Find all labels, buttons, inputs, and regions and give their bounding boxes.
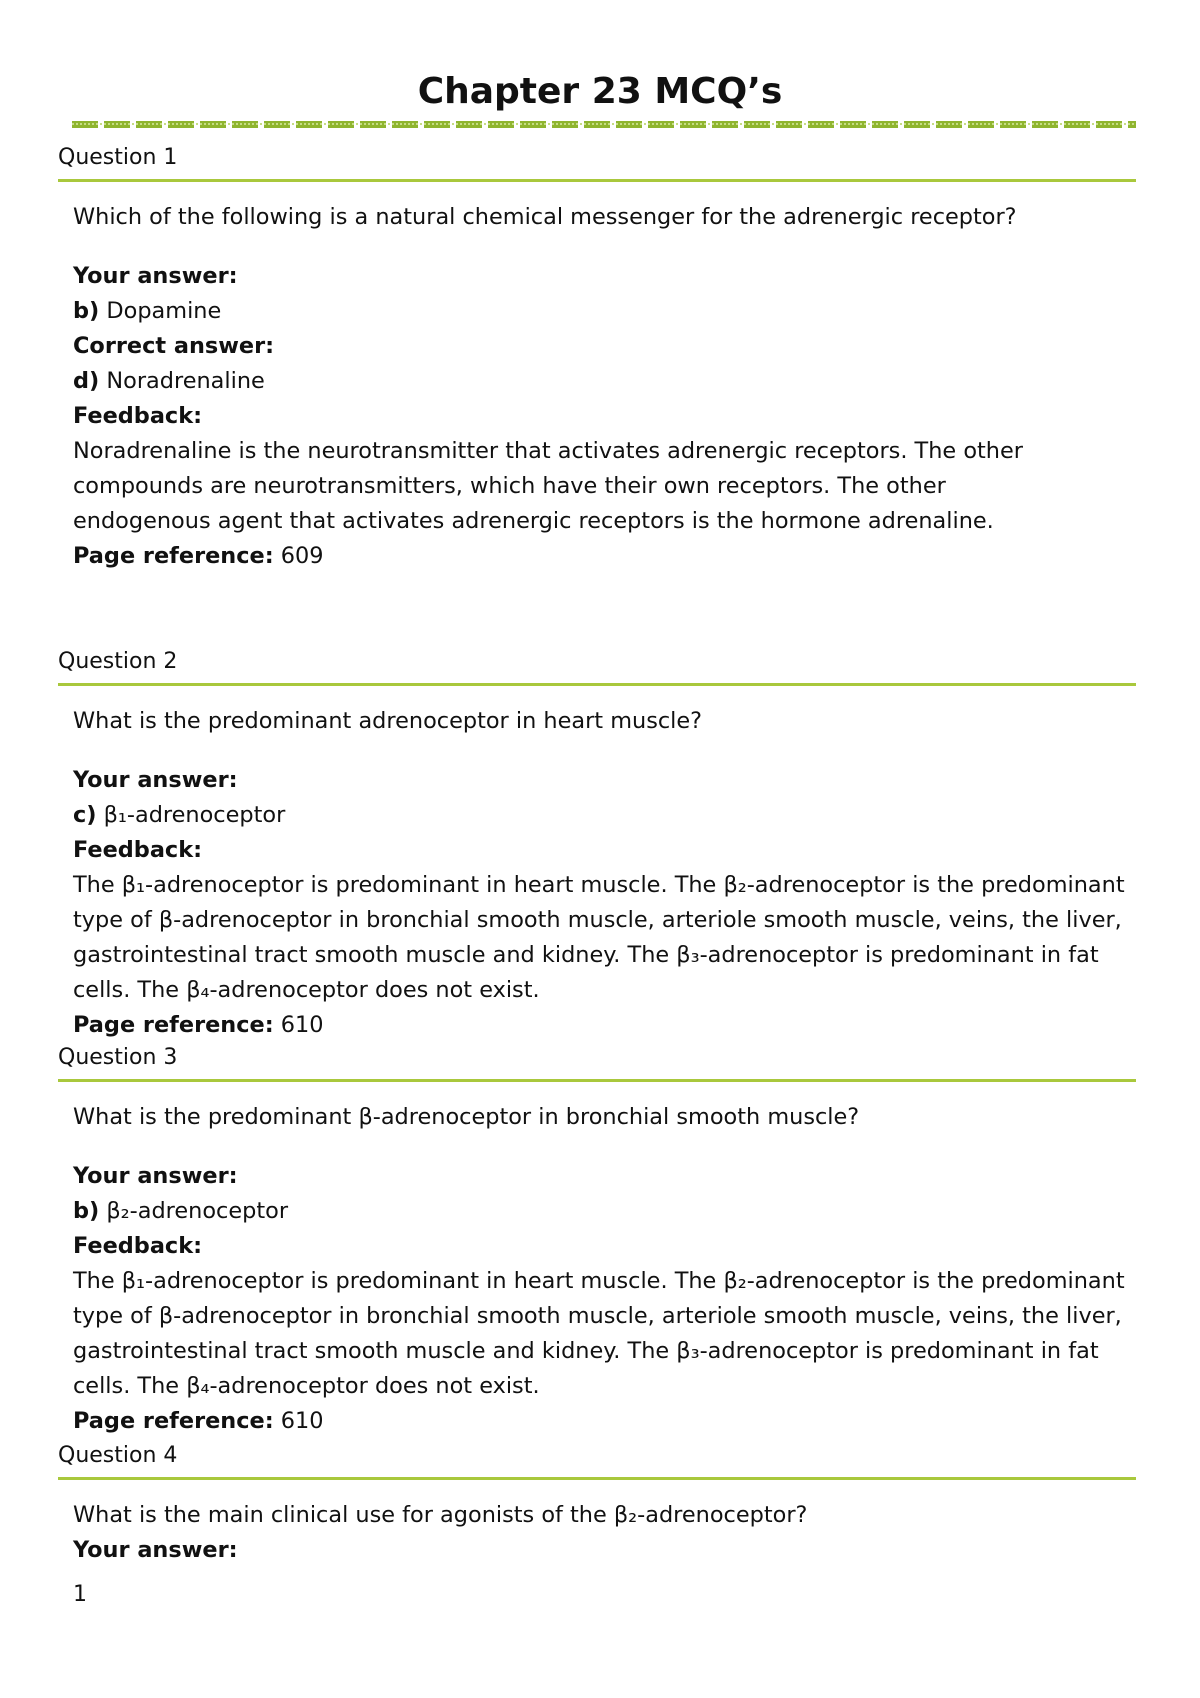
page-reference-label: Page reference: — [73, 1408, 274, 1434]
question-3-divider — [58, 1079, 1136, 1082]
page-reference-value: 610 — [280, 1408, 324, 1434]
your-answer-text: Dopamine — [106, 298, 222, 324]
feedback-text: Noradrenaline is the neurotransmitter that activates adrenergic receptors. The other compounds are neurotransmitters, which have their own receptors. The other endogenous agent that activates adrenergic receptors is the hormone adrenaline. — [73, 438, 1023, 534]
feedback-label: Feedback: — [73, 403, 203, 429]
page-number: 1 — [73, 1582, 87, 1607]
page-reference-label: Page reference: — [73, 543, 274, 569]
question-4-block — [73, 1498, 1148, 1568]
page-title: Chapter 23 MCQ’s — [417, 71, 783, 112]
question-3-block — [73, 1100, 1148, 1439]
your-answer-label: Your answer: — [73, 767, 238, 793]
feedback-label: Feedback: — [73, 1233, 203, 1259]
feedback-text: The β₁-adrenoceptor is predominant in heart muscle. The β₂-adrenoceptor is the predominant type of β-adrenoceptor in bronchial smooth muscle, arteriole smooth muscle, veins, the liver, gastrointestinal tract smooth muscle and kidney. The β₃-adrenoceptor is predominant in fat cells. The β₄-adrenoceptor does not exist. — [73, 1268, 1125, 1399]
page-reference-label: Page reference: — [73, 1012, 274, 1038]
question-3-text: What is the predominant β-adrenoceptor in bronchial smooth muscle? — [73, 1104, 860, 1130]
page-reference-value: 609 — [280, 543, 324, 569]
your-answer-letter: b) — [73, 1198, 100, 1224]
your-answer-letter: b) — [73, 298, 100, 324]
your-answer-text: β₂-adrenoceptor — [106, 1198, 289, 1224]
question-2-divider — [58, 683, 1136, 686]
correct-answer-letter: d) — [73, 368, 100, 394]
your-answer-label: Your answer: — [73, 1537, 238, 1563]
your-answer-label: Your answer: — [73, 1163, 238, 1189]
question-1-text: Which of the following is a natural chemical messenger for the adrenergic receptor? — [73, 204, 1017, 230]
title-divider — [72, 121, 1136, 128]
question-2-text: What is the predominant adrenoceptor in heart muscle? — [73, 708, 703, 734]
question-1-divider — [58, 179, 1136, 182]
page-reference-value: 610 — [280, 1012, 324, 1038]
your-answer-text: β₁-adrenoceptor — [103, 802, 286, 828]
question-4-label: Question 4 — [58, 1443, 178, 1468]
correct-answer-text: Noradrenaline — [106, 368, 265, 394]
question-4-divider — [58, 1477, 1136, 1480]
feedback-text: The β₁-adrenoceptor is predominant in heart muscle. The β₂-adrenoceptor is the predominant type of β-adrenoceptor in bronchial smooth muscle, arteriole smooth muscle, veins, the liver, gastrointestinal tract smooth muscle and kidney. The β₃-adrenoceptor is predominant in fat cells. The β₄-adrenoceptor does not exist. — [73, 872, 1125, 1003]
question-4-text: What is the main clinical use for agonists of the β₂-adrenoceptor? — [73, 1502, 808, 1528]
correct-answer-label: Correct answer: — [73, 333, 275, 359]
question-1-label: Question 1 — [58, 145, 178, 170]
your-answer-label: Your answer: — [73, 263, 238, 289]
question-1-block — [73, 200, 1148, 574]
your-answer-letter: c) — [73, 802, 97, 828]
feedback-label: Feedback: — [73, 837, 203, 863]
question-3-label: Question 3 — [58, 1045, 178, 1070]
question-2-label: Question 2 — [58, 649, 178, 674]
question-2-block — [73, 704, 1148, 1043]
